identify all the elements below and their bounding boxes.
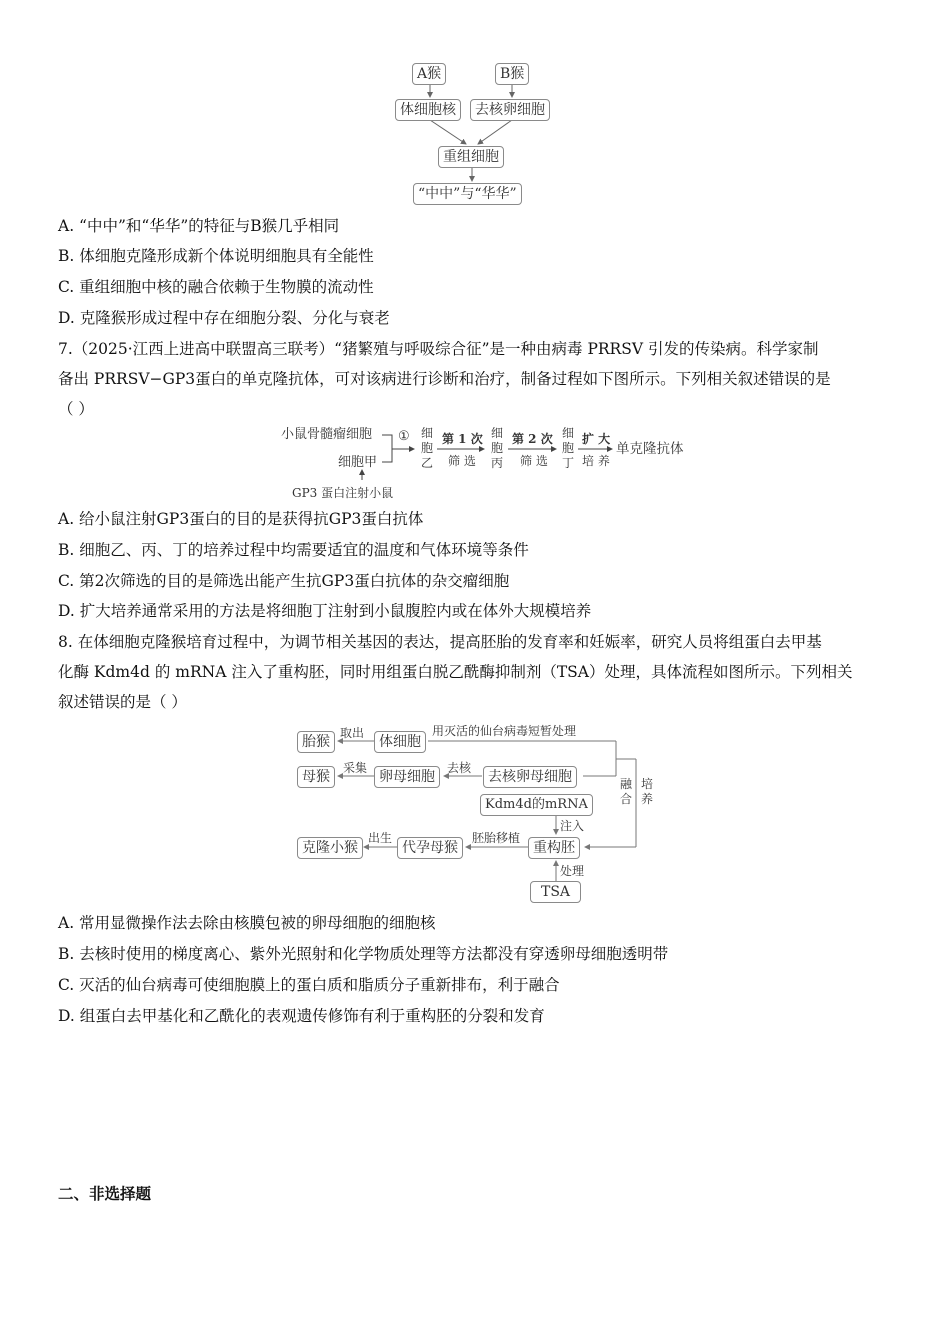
q7-option-d: D. 扩大培养通常采用的方法是将细胞丁注射到小鼠腹腔内或在体外大规模培养 [58,602,592,620]
q8-option-a: A. 常用显微操作法去除由核膜包被的卵母细胞的细胞核 [58,914,436,932]
q8-option-d: D. 组蛋白去甲基化和乙酰化的表观遗传修饰有利于重构胚的分裂和发育 [58,1007,545,1025]
q8-option-c: C. 灭活的仙台病毒可使细胞膜上的蛋白质和脂质分子重新排布，利于融合 [58,976,560,994]
cell-a-label: 细胞甲 [338,455,378,470]
culture-label: 培 养 [582,454,610,468]
expand-label: 扩 大 [582,432,611,446]
screen2-label: 筛 选 [520,454,548,468]
cell-d-label: 细胞丁 [561,426,574,470]
injection-label: GP3 蛋白注射小鼠 [292,486,394,500]
q7-stem-line1: 7.（2025·江西上进高中联盟高三联考）“猪繁殖与呼吸综合征”是一种由病毒 PRRSV 引发的传染病。科学家制 [58,340,819,358]
treat-label: 处理 [560,864,585,878]
step-one-label: ① [398,429,410,444]
q7-option-b: B. 细胞乙、丙、丁的培养过程中均需要适宜的温度和气体环境等条件 [58,541,529,559]
myeloma-label: 小鼠骨髓瘤细胞 [281,427,373,442]
antibody-label: 单克隆抗体 [616,441,684,457]
section-title: 二、非选择题 [58,1185,152,1203]
cell-c-label: 细胞丙 [490,426,503,470]
oocyte-box: 卵母细胞 [374,766,440,788]
embryo-transfer-label: 胚胎移植 [472,831,521,845]
clone-monkey-box: 克隆小猴 [297,837,363,859]
q7-stem-line3: （ ） [58,400,94,418]
cultivate-label: 培养 [640,777,653,806]
enucleated-egg-box: 去核卵细胞 [470,99,550,121]
a-monkey-box: A猴 [412,63,446,85]
b-monkey-box: B猴 [495,63,529,85]
q6-option-a: A. “中中”和“华华”的特征与B猴几乎相同 [58,217,340,235]
tsa-box: TSA [530,881,581,903]
somatic-cell-box: 体细胞 [374,731,426,753]
q8-stem-line1: 8. 在体细胞克隆猴培育过程中，为调节相关基因的表达，提高胚胎的发育率和妊娠率，研究人员将组蛋白去甲基 [58,633,822,651]
cell-b-label: 细胞乙 [420,426,433,470]
q6-option-d: D. 克隆猴形成过程中存在细胞分裂、分化与衰老 [58,309,390,327]
inject-label: 注入 [560,819,585,833]
clone-monkey-diagram [0,0,950,210]
somatic-nucleus-box: 体细胞核 [395,99,461,121]
q8-stem-line2: 化酶 Kdm4d 的 mRNA 注入了重构胚，同时用组蛋白脱乙酰酶抑制剂（TSA）处理，具体流程如图所示。下列相关 [58,663,853,681]
antibody-diagram [0,420,950,505]
fetal-monkey-box: 胎猴 [297,731,335,753]
virus-treat-label: 用灭活的仙台病毒短暂处理 [432,724,577,738]
screen1-label: 筛 选 [448,454,476,468]
surrogate-box: 代孕母猴 [397,837,463,859]
enucleated-oocyte-box: 去核卵母细胞 [483,766,577,788]
recombinant-cell-box: 重组细胞 [438,146,504,168]
mother-monkey-box: 母猴 [297,766,335,788]
result-box: “中中”与“华华” [413,183,522,205]
collect-label: 采集 [343,761,368,775]
born-label: 出生 [368,831,393,845]
diagram3-lines [0,715,950,910]
first-screen-label: 第 1 次 [442,432,483,446]
enucleate-label: 去核 [447,761,472,775]
q8-stem-line3: 叙述错误的是（ ） [58,693,187,711]
q6-option-b: B. 体细胞克隆形成新个体说明细胞具有全能性 [58,247,374,265]
q8-option-b: B. 去核时使用的梯度离心、紫外光照射和化学物质处理等方法都没有穿透卵母细胞透明带 [58,945,669,963]
second-screen-label: 第 2 次 [512,432,553,446]
q7-option-c: C. 第2次筛选的目的是筛选出能产生抗GP3蛋白抗体的杂交瘤细胞 [58,572,510,590]
reconstructed-embryo-box: 重构胚 [528,837,580,859]
q7-stem-line2: 备出 PRRSV−GP3蛋白的单克隆抗体，可对该病进行诊断和治疗，制备过程如下图所示。下列相关叙述错误的是 [58,370,831,388]
fuse-label: 融合 [619,777,632,806]
clone-workflow-diagram [0,715,950,910]
kdm-mrna-box: Kdm4d的mRNA [480,794,593,816]
take-out-label: 取出 [340,726,365,740]
q7-option-a: A. 给小鼠注射GP3蛋白的目的是获得抗GP3蛋白抗体 [58,510,424,528]
q6-option-c: C. 重组细胞中核的融合依赖于生物膜的流动性 [58,278,374,296]
